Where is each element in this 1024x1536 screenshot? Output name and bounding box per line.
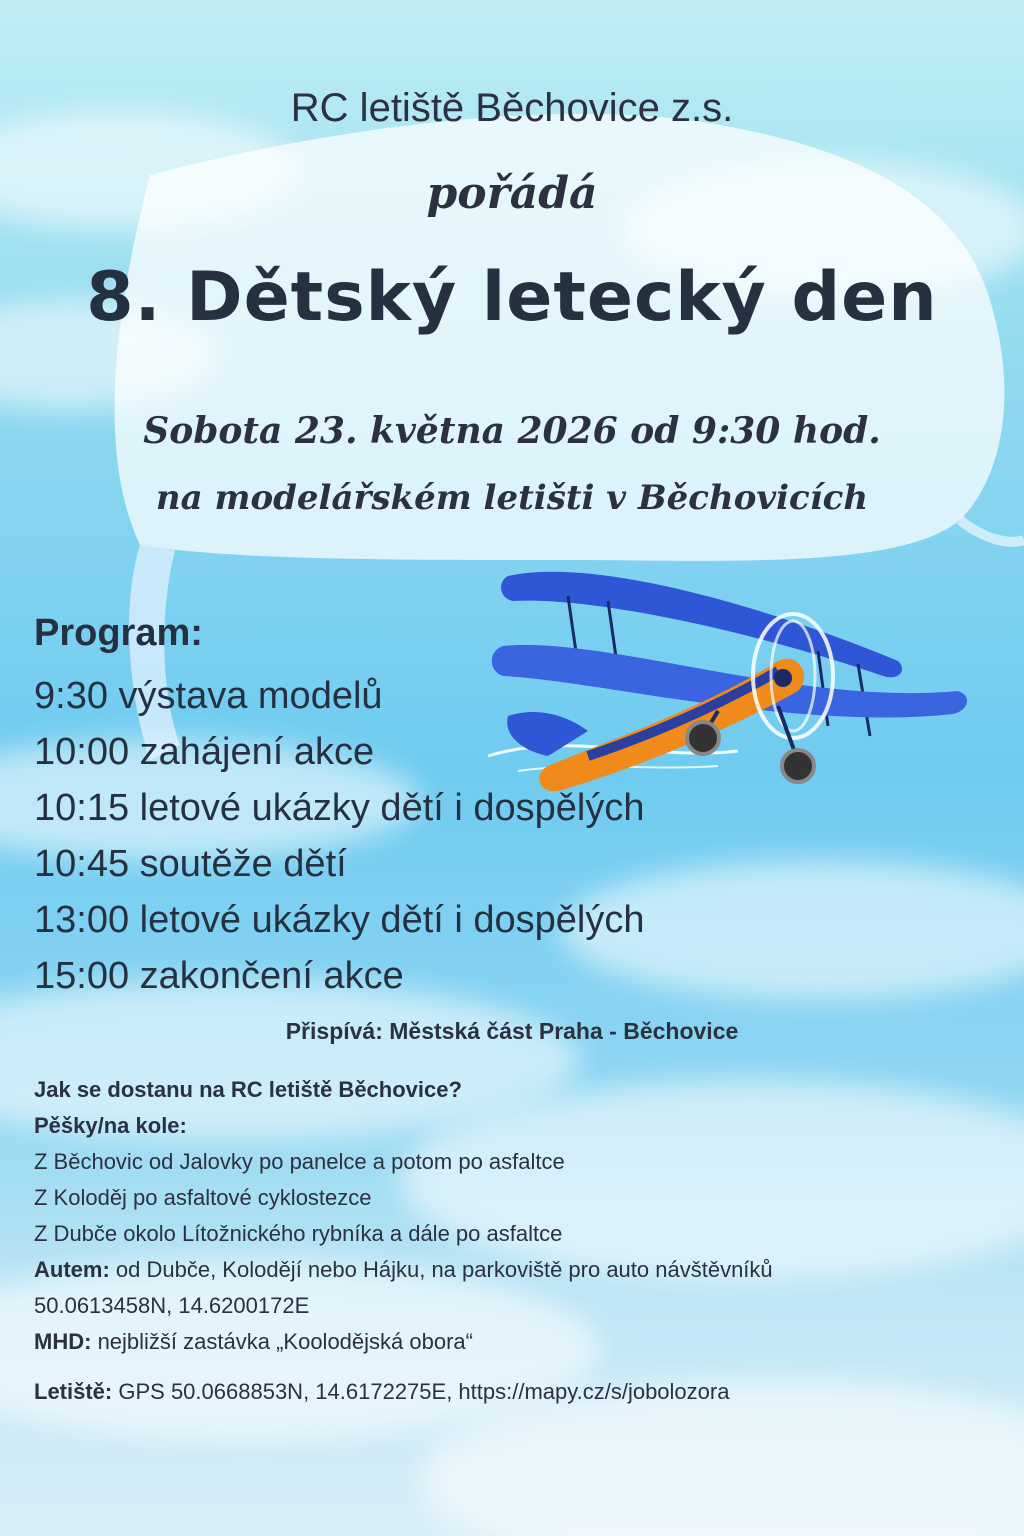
car-text: od Dubče, Kolodějí nebo Hájku, na parkoviště pro auto návštěvníků bbox=[115, 1257, 773, 1282]
mhd-directions bbox=[34, 1324, 994, 1360]
airport-text: GPS 50.0668853N, 14.6172275E, https://mapy.cz/s/jobolozora bbox=[118, 1379, 730, 1404]
program-item: 10:45 soutěže dětí bbox=[34, 843, 347, 885]
program-item: 10:00 zahájení akce bbox=[34, 731, 375, 773]
directions-section bbox=[34, 1072, 994, 1410]
car-gps: 50.0613458N, 14.6200172E bbox=[34, 1293, 310, 1318]
organizer-name: RC letiště Běchovice z.s. bbox=[290, 86, 734, 130]
airport-label: Letiště: bbox=[34, 1379, 113, 1404]
presents-label: pořádá bbox=[426, 168, 598, 219]
airport-location bbox=[34, 1374, 994, 1410]
sponsor-line: Přispívá: Městská část Praha - Běchovice bbox=[285, 1018, 739, 1044]
car-label: Autem: bbox=[34, 1257, 110, 1282]
mhd-text: nejbližší zastávka „Koolodějská obora“ bbox=[97, 1329, 473, 1354]
walk-heading: Pěšky/na kole: bbox=[34, 1113, 187, 1138]
car-directions bbox=[34, 1252, 994, 1288]
event-date: Sobota 23. května 2026 od 9:30 hod. bbox=[143, 410, 881, 452]
event-title: 8. Dětský letecký den bbox=[86, 258, 938, 337]
program-heading: Program: bbox=[34, 612, 203, 654]
walk-route: Z Dubče okolo Lítožnického rybníka a dále po asfaltce bbox=[34, 1221, 563, 1246]
program-item: 9:30 výstava modelů bbox=[34, 675, 383, 717]
walk-route: Z Běchovic od Jalovky po panelce a potom po asfaltce bbox=[34, 1149, 565, 1174]
mhd-label: MHD: bbox=[34, 1329, 92, 1354]
program-item: 13:00 letové ukázky dětí i dospělých bbox=[34, 899, 645, 941]
program-item: 10:15 letové ukázky dětí i dospělých bbox=[34, 787, 645, 829]
walk-route: Z Koloděj po asfaltové cyklostezce bbox=[34, 1185, 372, 1210]
program-list bbox=[34, 668, 645, 1004]
program-item: 15:00 zakončení akce bbox=[34, 955, 404, 997]
directions-question: Jak se dostanu na RC letiště Běchovice? bbox=[34, 1077, 462, 1102]
event-place: na modelářském letišti v Běchovicích bbox=[155, 478, 869, 518]
